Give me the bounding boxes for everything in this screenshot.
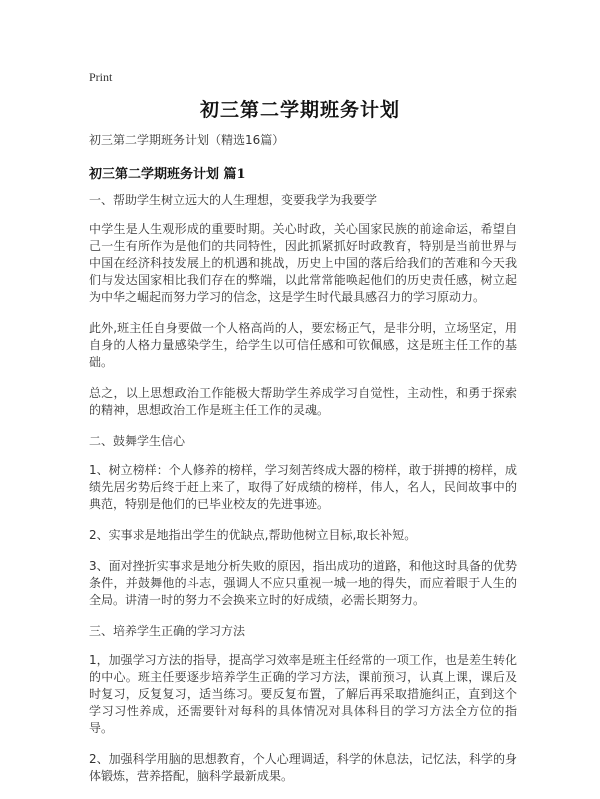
heading-method: 三、培养学生正确的学习方法 xyxy=(89,624,246,638)
paragraph: 中学生是人生观形成的重要时期。关心时政，关心国家民族的前途命运，希望自己一生有所作为是他们的共同特性，因此抓紧抓好时政教育，特别是当前世界与中国在经济科技发展上的机遇和挑战，历史上中国的落后给我们的苦难和今天我们与发达国家相比我们存在的弊端，以此常常能唤起他们的历史责任感，树立起为中华之崛起而努力学习的信念，这是学生时代最具感召力的学习原动力。 xyxy=(89,222,517,304)
paragraph: 1、树立榜样：个人修养的榜样，学习刻苦终成大器的榜样，敢于拼搏的榜样，成绩先居劣势后终于赶上来了，取得了好成绩的榜样，伟人，名人，民间故事中的典范，特别是他们的已毕业校友的先进事迹。 xyxy=(89,463,517,511)
print-link[interactable]: Print xyxy=(89,70,113,84)
heading-confidence: 二、鼓舞学生信心 xyxy=(89,434,186,448)
heading-goal: 一、帮助学生树立远大的人生理想，变要我学为我要学 xyxy=(89,193,378,207)
paragraph: 总之，以上思想政治工作能极大帮助学生养成学习自觉性，主动性，和勇于探索的精神，思想政治工作是班主任工作的灵魂。 xyxy=(89,386,517,417)
page-title: 初三第二学期班务计划 xyxy=(199,99,400,121)
document-subtitle: 初三第二学期班务计划（精选16篇） xyxy=(89,133,285,147)
section-title: 初三第二学期班务计划 篇1 xyxy=(89,167,246,182)
paragraph: 2、实事求是地指出学生的优缺点,帮助他树立目标,取长补短。 xyxy=(89,528,417,542)
paragraph: 3、面对挫折实事求是地分析失败的原因，指出成功的道路，和他这时具备的优势条件，并鼓舞他的斗志，强调人不应只重视一城一地的得失，而应着眼于人生的全局。讲清一时的努力不会换来立时的好成绩，必需长期努力。 xyxy=(89,559,517,607)
paragraph: 此外,班主任自身要做一个人格高尚的人，要宏杨正气，是非分明，立场坚定，用自身的人格力量感染学生，给学生以可信任感和可钦佩感，这是班主任工作的基础。 xyxy=(89,321,517,369)
paragraph: 2、加强科学用脑的思想教育，个人心理调适，科学的休息法，记忆法，科学的身体锻炼，营养搭配，脑科学最新成果。 xyxy=(89,752,517,783)
document-body xyxy=(89,132,517,799)
paragraph: 1，加强学习方法的指导，提高学习效率是班主任经常的一项工作，也是差生转化的中心。班主任要逐步培养学生正确的学习方法，课前预习，认真上课，课后及时复习，反复复习，适当练习。要反复布置，了解后再采取措施纠正，直到这个学习习性养成，还需要针对每科的具体情况对具体科目的学习方法全方位的指导。 xyxy=(89,653,517,735)
